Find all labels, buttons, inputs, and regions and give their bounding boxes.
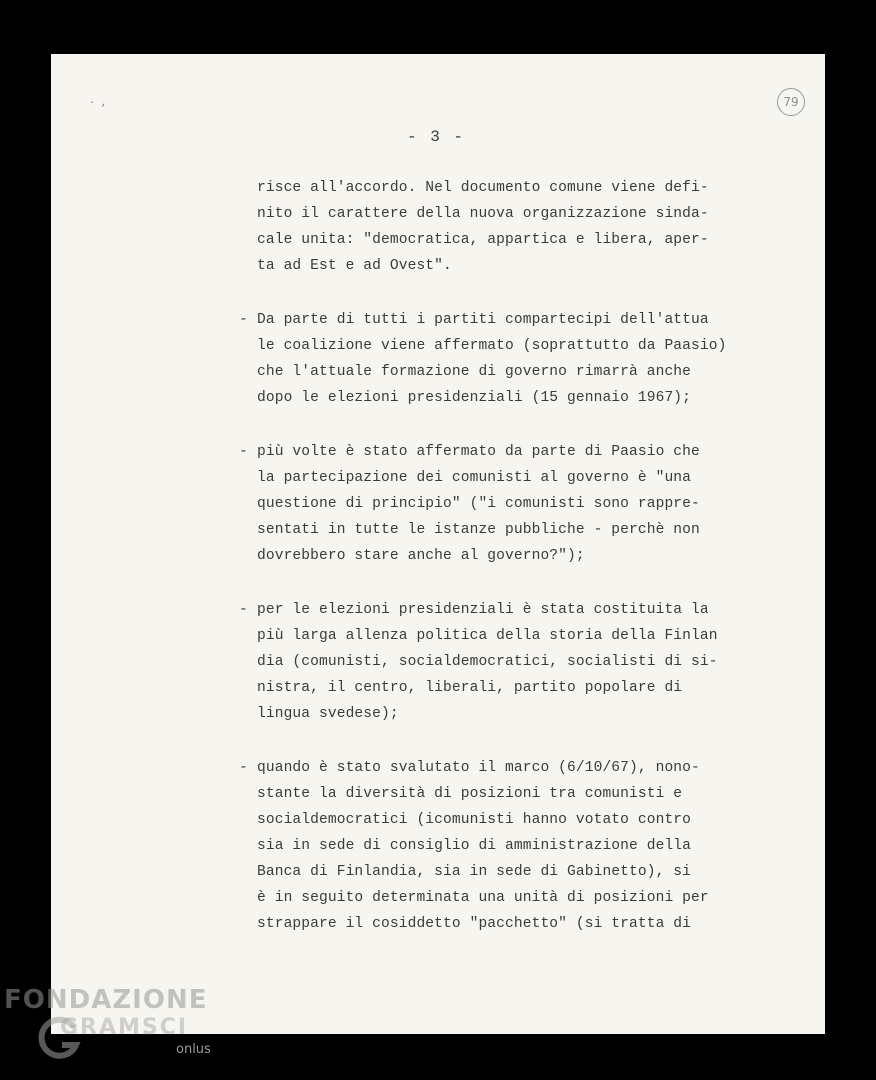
text-line: più volte è stato affermato da parte di Paasio che	[257, 444, 700, 460]
text-line: strappare il cosiddetto "pacchetto" (si tratta di	[257, 916, 692, 932]
watermark-line2: GRAMSCI	[60, 1015, 189, 1040]
text-line: dia (comunisti, socialdemocratici, socialisti di si-	[257, 654, 718, 670]
text-line: cale unita: "democratica, appartica e libera, aper-	[257, 232, 709, 248]
paper-speck: · ,	[89, 98, 108, 109]
text-line: ta ad Est e ad Ovest".	[257, 258, 452, 274]
text-line: socialdemocratici (icomunisti hanno votato contro	[257, 812, 692, 828]
text-line: nistra, il centro, liberali, partito popolare di	[257, 680, 683, 696]
text-line: stante la diversità di posizioni tra comunisti e	[257, 786, 683, 802]
watermark-logo	[0, 985, 230, 1080]
text-line: sentati in tutte le istanze pubbliche - perchè non	[257, 522, 700, 538]
archive-stamp: 79	[777, 88, 805, 116]
page-number: - 3 -	[407, 128, 466, 146]
text-line: dovrebbero stare anche al governo?");	[257, 548, 585, 564]
text-line: per le elezioni presidenziali è stata costituita la	[257, 602, 709, 618]
text-line: quando è stato svalutato il marco (6/10/67), nono-	[257, 760, 700, 776]
text-line: risce all'accordo. Nel documento comune viene defi-	[257, 180, 709, 196]
text-line: dopo le elezioni presidenziali (15 gennaio 1967);	[257, 390, 692, 406]
text-line: sia in sede di consiglio di amministrazione della	[257, 838, 692, 854]
text-line: Da parte di tutti i partiti compartecipi dell'attua	[257, 312, 709, 328]
text-line: le coalizione viene affermato (soprattutto da Paasio)	[257, 338, 727, 354]
watermark-line1: FONDAZIONE	[4, 985, 208, 1015]
text-line: la partecipazione dei comunisti al governo è "una	[257, 470, 692, 486]
text-line: è in seguito determinata una unità di posizioni per	[257, 890, 709, 906]
bullet-dash: -	[239, 602, 248, 618]
text-line: questione di principio" ("i comunisti sono rappre-	[257, 496, 700, 512]
text-line: più larga allenza politica della storia della Finlan	[257, 628, 718, 644]
text-line: nito il carattere della nuova organizzazione sinda-	[257, 206, 709, 222]
bullet-dash: -	[239, 312, 248, 328]
document-page	[51, 54, 825, 1034]
text-line: Banca di Finlandia, sia in sede di Gabinetto), si	[257, 864, 692, 880]
bullet-dash: -	[239, 760, 248, 776]
text-line: lingua svedese);	[257, 706, 399, 722]
text-line: che l'attuale formazione di governo rimarrà anche	[257, 364, 692, 380]
bullet-dash: -	[239, 444, 248, 460]
watermark-suffix: onlus	[176, 1042, 211, 1057]
